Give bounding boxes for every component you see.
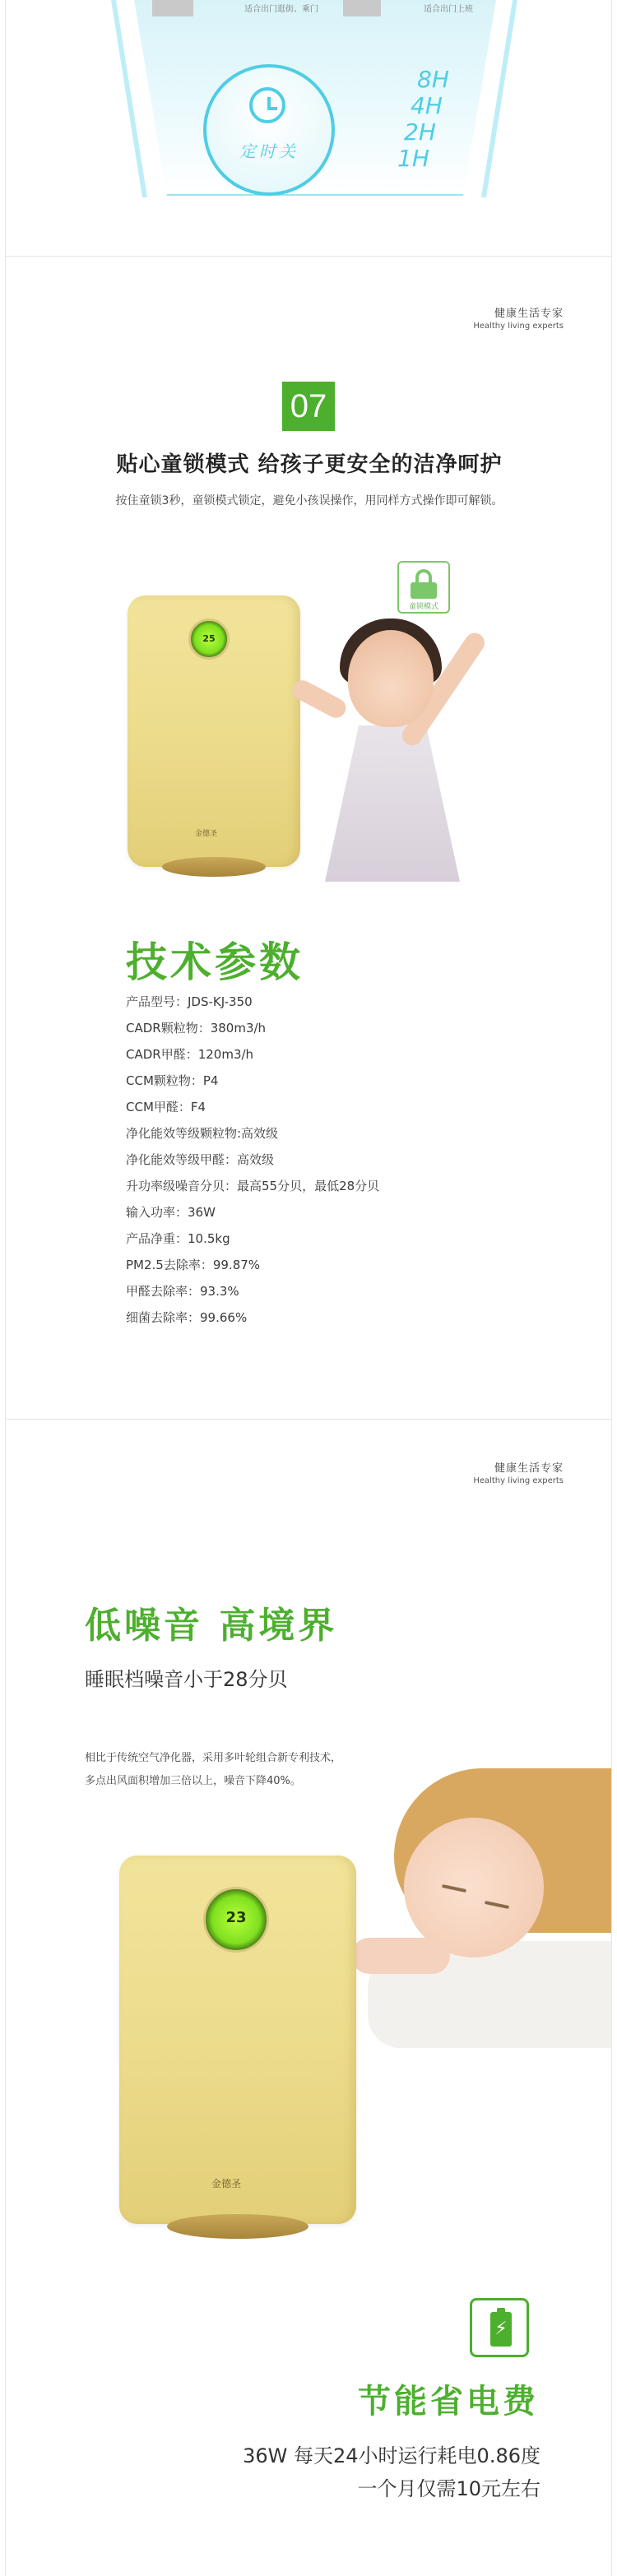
spec-item: CADR颗粒物：380m3/h — [126, 1021, 267, 1035]
spec-item: 净化能效等级甲醛：高效级 — [126, 1152, 275, 1167]
spec-item: 细菌去除率：99.66% — [126, 1310, 248, 1325]
screen-value: 23 — [225, 1909, 247, 1926]
spec-item: 输入功率：36W — [126, 1205, 216, 1220]
lock-icon-caption: 童锁模式 — [408, 603, 438, 611]
specs-title: 技术参数 — [126, 938, 304, 986]
brand-tag — [473, 304, 564, 331]
hour-option: 8H — [417, 66, 449, 93]
brand-tag — [473, 1459, 564, 1485]
spec-item: CCM颗粒物：P4 — [126, 1073, 219, 1088]
display-screen — [188, 619, 230, 660]
energy-title: 节能省电费 — [358, 2383, 539, 2421]
noise-title: 低噪音 高境界 — [85, 1605, 338, 1647]
energy-detail: 36W 每天24小时运行耗电0.86度 — [243, 2444, 540, 2467]
air-purifier-image — [128, 595, 300, 867]
air-purifier-image — [119, 1856, 356, 2224]
noise-description-line: 相比于传统空气净化器，采用多叶轮组合新专利技术， — [85, 1752, 342, 1764]
spec-item: 升功率级噪音分贝：最高55分贝，最低28分贝 — [126, 1179, 380, 1193]
low-noise-section — [5, 1420, 612, 2576]
timer-button-label: 定时关 — [239, 141, 299, 161]
scene-thumbnail — [343, 0, 381, 16]
noise-description-line: 多点出风面积增加三倍以上，噪音下降40%。 — [85, 1775, 301, 1787]
spec-item: PM2.5去除率：99.87% — [126, 1258, 261, 1272]
hour-option: 1H — [397, 145, 429, 172]
hour-option: 2H — [404, 118, 436, 146]
hour-option: 4H — [411, 92, 443, 119]
scene-caption: 适合出门逛街、乘门 — [244, 5, 318, 14]
spec-item: CADR甲醛：120m3/h — [126, 1047, 254, 1062]
timer-button — [203, 64, 335, 196]
child-photo — [295, 571, 509, 885]
battery-icon: ⚡ — [470, 2298, 529, 2357]
brand-en: Healthy living experts — [473, 322, 564, 331]
brand-cn: 健康生活专家 — [494, 1462, 564, 1475]
feature-description: 按住童锁3秒，童锁模式锁定，避免小孩误操作，用同样方式操作即可解锁。 — [115, 494, 503, 507]
spec-item: 产品净重：10.5kg — [126, 1231, 230, 1246]
spec-item: 净化能效等级颗粒物:高效级 — [126, 1126, 279, 1141]
noise-description — [85, 1747, 341, 1793]
clock-icon — [249, 87, 285, 123]
feature-number: 07 — [282, 382, 335, 431]
brand-logo: 金德圣 — [195, 830, 218, 838]
spec-item: 产品型号：JDS-KJ-350 — [126, 994, 253, 1009]
purifier-base — [167, 2214, 309, 2239]
brand-logo: 金德圣 — [211, 2178, 242, 2189]
scene-thumbnail — [152, 0, 193, 16]
timer-section — [5, 0, 612, 257]
specs-list — [126, 989, 379, 1331]
feature-title: 贴心童锁模式 给孩子更安全的洁净呵护 — [116, 452, 503, 477]
screen-value: 25 — [202, 633, 216, 644]
purifier-base — [162, 857, 266, 877]
scene-caption: 适合出门上班 — [424, 5, 473, 14]
brand-en: Healthy living experts — [473, 1476, 564, 1485]
spec-item: 甲醛去除率：93.3% — [126, 1284, 239, 1299]
brand-cn: 健康生活专家 — [494, 308, 564, 320]
child-lock-section — [5, 257, 612, 1420]
sleeping-child-photo — [351, 1768, 612, 2048]
spec-item: CCM甲醛：F4 — [126, 1100, 206, 1114]
energy-detail: 一个月仅需10元左右 — [357, 2477, 540, 2500]
noise-subtitle: 睡眠档噪音小于28分贝 — [85, 1668, 288, 1691]
display-screen — [203, 1887, 269, 1953]
